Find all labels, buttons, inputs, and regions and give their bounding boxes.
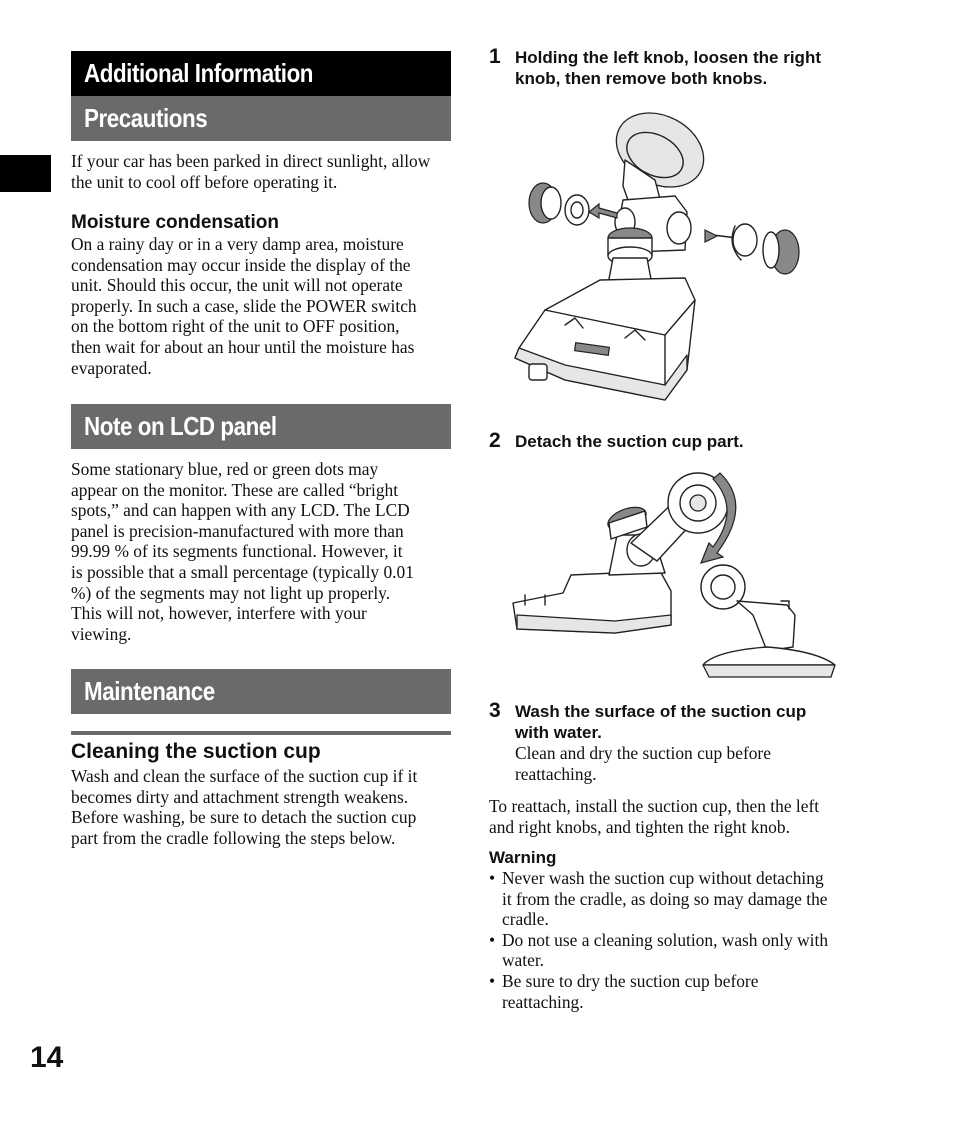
step-3-text: Wash the surface of the suction cup with water. (515, 702, 807, 742)
section-tab-marker (0, 155, 51, 192)
step-2-text: Detach the suction cup part. (515, 432, 744, 451)
step-1-number: 1 (489, 45, 501, 68)
lcd-paragraph: Some stationary blue, red or green dots may appear on the monitor. These are called “bright spots,” and can happen with any LCD. The LCD panel is precision-manufactured with more than 99.99 % of its segments functional. However, it is possible that a small percentage (typically 0.01 %) of the segments may not light up properly. This will not, however, interfere with your viewing. (71, 459, 414, 644)
suction-base (703, 647, 835, 665)
maintenance-heading: Maintenance (71, 669, 451, 714)
step-2-illustration (505, 465, 841, 683)
step-2-number: 2 (489, 429, 501, 452)
hinge-pivot-right (667, 212, 691, 244)
suction-cup-disc (603, 100, 716, 202)
cradle-latch (529, 364, 547, 380)
detached-arm (737, 601, 795, 651)
precautions-intro: If your car has been parked in direct sunlight, allow the unit to cool off before operating it. (71, 151, 431, 192)
warning-heading: Warning (489, 848, 557, 867)
cleaning-heading: Cleaning the suction cup (71, 740, 321, 763)
lcd-heading: Note on LCD panel (71, 404, 451, 449)
moisture-heading: Moisture condensation (71, 212, 279, 233)
precautions-heading: Precautions (71, 96, 451, 141)
remove-left-arrow (589, 204, 617, 218)
step-1-text: Holding the left knob, loosen the right knob, then remove both knobs. (515, 48, 821, 88)
step-3-subtext: Clean and dry the suction cup before reattaching. (515, 743, 771, 784)
section-title: Additional Information (71, 51, 451, 96)
step-1-illustration (505, 100, 805, 412)
step-3-number: 3 (489, 699, 501, 722)
rotation-indicator (733, 224, 757, 256)
page-number: 14 (30, 1041, 64, 1074)
warning-item: • Be sure to dry the suction cup before reattaching. (489, 971, 874, 1012)
reattach-paragraph: To reattach, install the suction cup, then the left and right knobs, and tighten the right knob. (489, 796, 820, 837)
moisture-paragraph: On a rainy day or in a very damp area, moisture condensation may occur inside the display of the unit. Should this occur, the unit will not operate properly. In such a case, slide the POWER switch on the bottom right of the unit to OFF position, then wait for about an hour until the moisture has evaporated. (71, 234, 417, 378)
left-washer (565, 195, 589, 225)
divider (71, 731, 451, 735)
warning-item: • Never wash the suction cup without detaching it from the cradle, as doing so may damage the cradle. (489, 868, 874, 930)
warning-list (489, 868, 874, 1012)
cleaning-paragraph: Wash and clean the surface of the suction cup if it becomes dirty and attachment strength weakens. Before washing, be sure to detach the suction cup part from the cradle following the steps below. (71, 766, 418, 848)
warning-item: • Do not use a cleaning solution, wash only with water. (489, 930, 874, 971)
remove-right-arrow (705, 230, 717, 242)
